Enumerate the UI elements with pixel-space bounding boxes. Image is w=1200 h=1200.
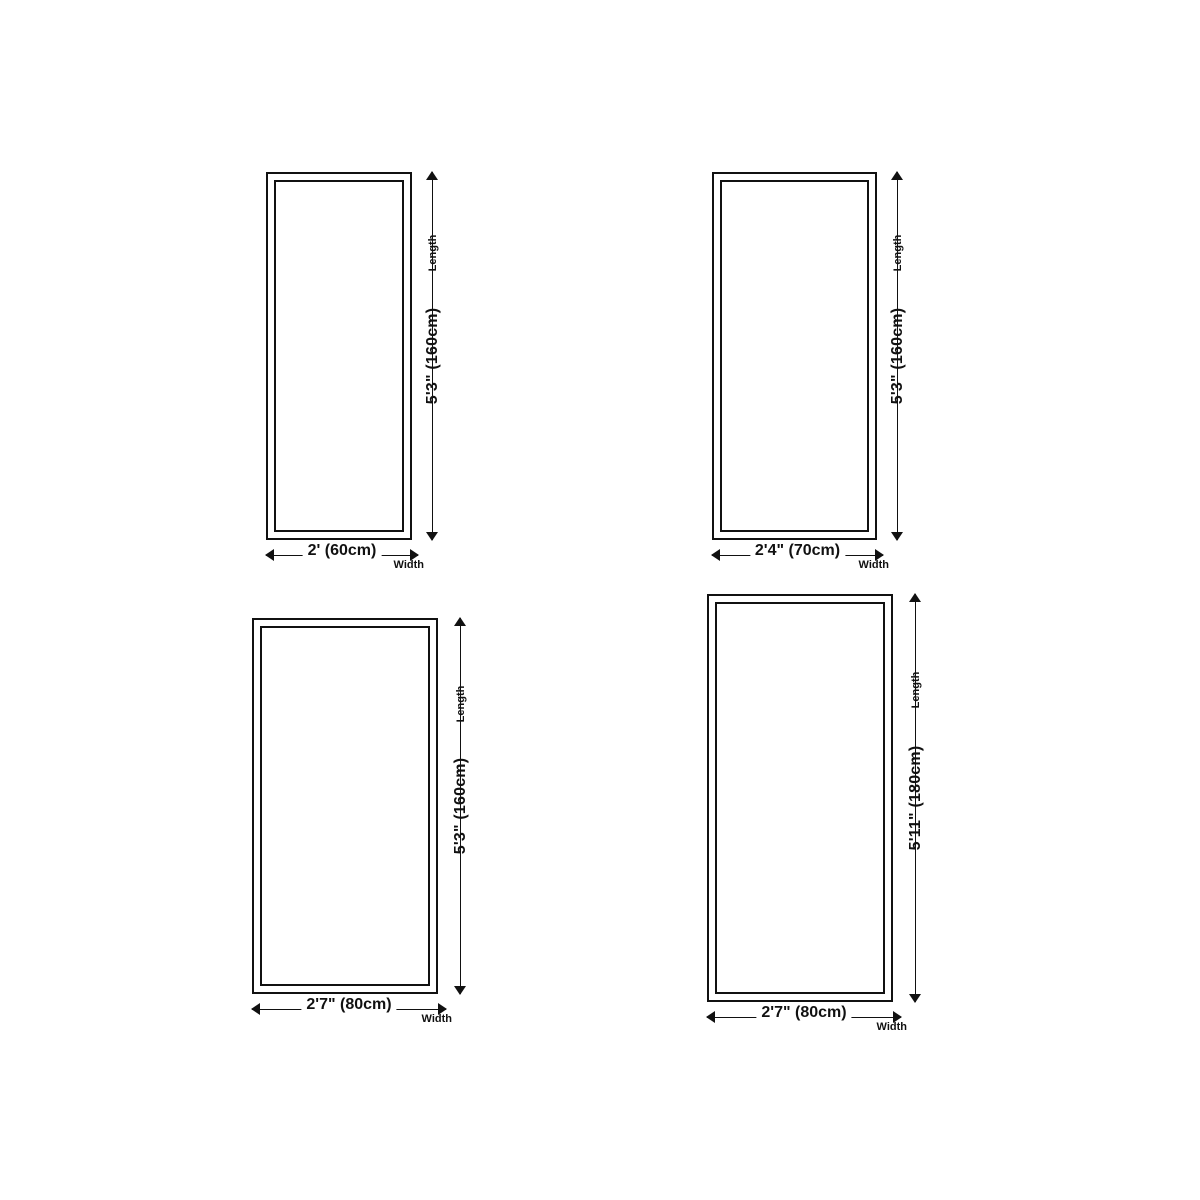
- width-value-2: 2'4" (70cm): [750, 542, 845, 560]
- length-axis-label-1: Length: [427, 234, 439, 272]
- width-axis-label-4: Width: [876, 1021, 907, 1033]
- length-arrow-down-icon-2: [891, 532, 903, 541]
- length-arrow-down-icon-3: [454, 986, 466, 995]
- length-value-4: 5'11" (180cm): [907, 745, 924, 851]
- rug-inner-border-2: [720, 180, 869, 532]
- width-dimension-4: [707, 1004, 907, 1033]
- length-dimension-2: [883, 172, 913, 540]
- width-axis-label-1: Width: [393, 559, 424, 571]
- length-dimension-4: [901, 594, 931, 1002]
- rug-diagram-4: [707, 594, 947, 1039]
- length-arrow-up-icon-4: [909, 593, 921, 602]
- rug-diagram-3: [252, 618, 492, 1038]
- rug-inner-border-4: [715, 602, 885, 994]
- width-arrow-left-icon-4: [706, 1011, 715, 1023]
- length-value-2: 5'3" (160cm): [889, 307, 906, 405]
- length-axis-label-3: Length: [455, 685, 467, 723]
- length-value-3: 5'3" (160cm): [452, 757, 469, 855]
- rug-diagram-1: [266, 172, 466, 582]
- rug-inner-border-3: [260, 626, 430, 986]
- width-value-1: 2' (60cm): [303, 542, 382, 560]
- rug-outline-4: [707, 594, 893, 1002]
- width-dimension-1: [266, 542, 424, 571]
- length-arrow-down-icon-4: [909, 994, 921, 1003]
- length-dimension-1: [418, 172, 448, 540]
- length-axis-label-2: Length: [892, 234, 904, 272]
- length-arrow-up-icon-1: [426, 171, 438, 180]
- rug-diagram-2: [712, 172, 942, 582]
- width-axis-label-3: Width: [421, 1013, 452, 1025]
- length-axis-label-4: Length: [910, 671, 922, 709]
- length-dimension-3: [446, 618, 476, 994]
- length-arrow-down-icon-1: [426, 532, 438, 541]
- rug-outline-2: [712, 172, 877, 540]
- rug-outline-1: [266, 172, 412, 540]
- width-arrow-left-icon-1: [265, 549, 274, 561]
- length-arrow-up-icon-3: [454, 617, 466, 626]
- width-value-4: 2'7" (80cm): [756, 1004, 851, 1022]
- width-arrow-left-icon-2: [711, 549, 720, 561]
- length-arrow-up-icon-2: [891, 171, 903, 180]
- rug-outline-3: [252, 618, 438, 994]
- width-arrow-left-icon-3: [251, 1003, 260, 1015]
- width-value-3: 2'7" (80cm): [301, 996, 396, 1014]
- length-value-1: 5'3" (160cm): [424, 307, 441, 405]
- width-axis-label-2: Width: [858, 559, 889, 571]
- width-dimension-3: [252, 996, 452, 1025]
- rug-inner-border-1: [274, 180, 404, 532]
- width-dimension-2: [712, 542, 889, 571]
